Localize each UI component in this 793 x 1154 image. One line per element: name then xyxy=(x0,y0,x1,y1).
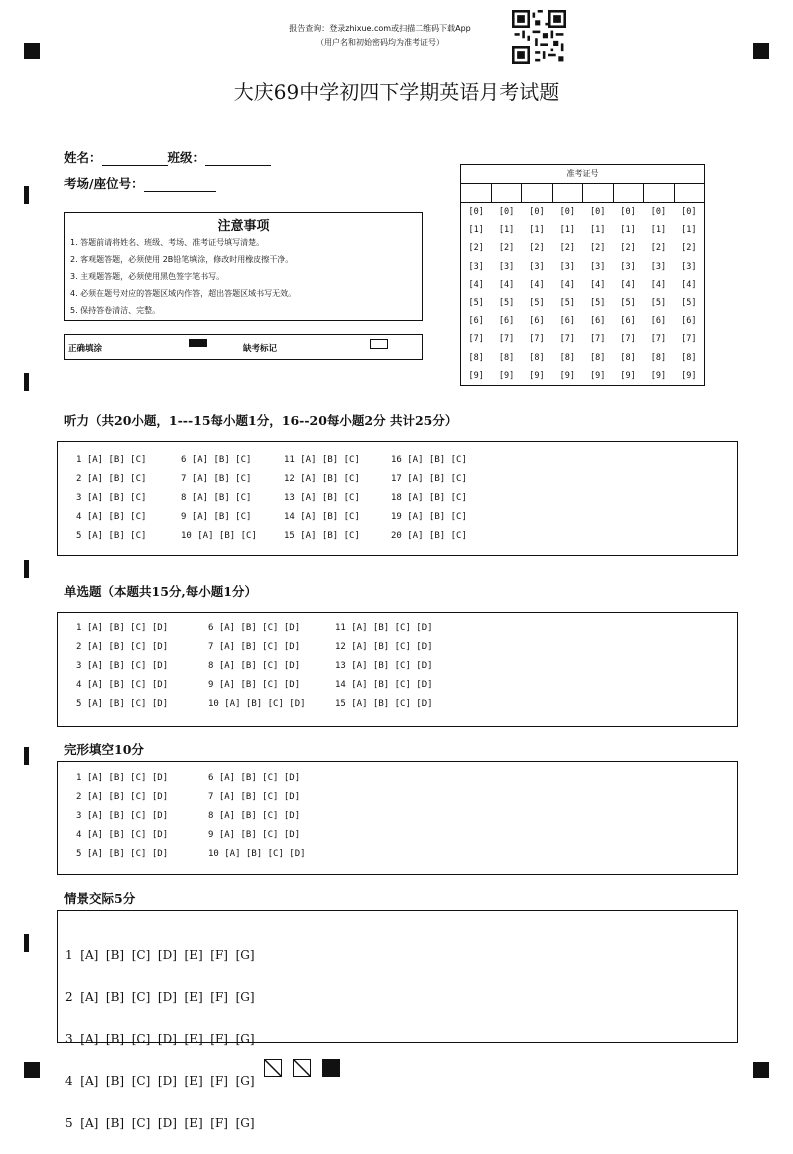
question-row[interactable]: 4 [A] [B] [C] [D] xyxy=(76,680,169,690)
id-digit-bubble[interactable]: [6] xyxy=(559,316,575,327)
question-column xyxy=(76,451,146,546)
id-digit-column xyxy=(613,207,643,389)
id-digit-bubble[interactable]: [5] xyxy=(559,297,575,308)
id-digit-bubble[interactable]: [3] xyxy=(681,261,697,272)
notice-item: 2. 客观题答题，必须使用 2B铅笔填涂，修改时用橡皮擦干净。 xyxy=(70,255,294,264)
id-digit-bubble[interactable]: [1] xyxy=(650,225,667,236)
id-digit-bubble[interactable]: [6] xyxy=(498,316,515,327)
question-row[interactable]: 12 [A] [B] [C] [D] xyxy=(335,642,433,652)
question-row[interactable]: 4 [A] [B] [C] [D] xyxy=(76,830,169,840)
question-column xyxy=(284,451,360,546)
id-digit-bubble[interactable]: [1] xyxy=(681,225,697,236)
admission-number-write-row xyxy=(461,184,704,203)
id-digit-column xyxy=(674,207,704,389)
corner-mark-top-left xyxy=(24,43,40,59)
id-digit-bubble[interactable]: [9] xyxy=(559,370,575,381)
id-digit-bubble[interactable]: [0] xyxy=(620,207,636,217)
question-row[interactable]: 10 [A] [B] [C] [D] xyxy=(208,849,306,859)
id-digit-column xyxy=(461,207,491,389)
id-digit-bubble[interactable]: [2] xyxy=(681,243,697,254)
question-row[interactable]: 10 [A] [B] [C] xyxy=(181,531,257,541)
id-digit-bubble[interactable]: [2] xyxy=(559,243,575,254)
id-digit-bubble[interactable]: [3] xyxy=(620,261,636,272)
id-digit-bubble[interactable]: [8] xyxy=(498,352,515,363)
question-row[interactable]: 9 [A] [B] [C] [D] xyxy=(208,830,301,840)
id-digit-column xyxy=(552,207,582,389)
id-digit-column xyxy=(583,207,613,389)
question-row[interactable]: 15 [A] [B] [C] xyxy=(284,531,360,541)
question-column xyxy=(76,769,168,864)
id-digit-bubble[interactable]: [8] xyxy=(620,352,636,363)
question-row[interactable]: 7 [A] [B] [C] [D] xyxy=(208,792,301,802)
question-row[interactable]: 1 [A] [B] [C] [D] [E] [F] [G] xyxy=(65,948,255,962)
question-row[interactable]: 6 [A] [B] [C] [D] xyxy=(208,773,301,783)
seat-field-row: 考场/座位号： xyxy=(64,174,216,192)
question-row[interactable]: 7 [A] [B] [C] [D] xyxy=(208,642,301,652)
correct-fill-label: 正确填涂 xyxy=(68,344,103,354)
question-column xyxy=(76,619,168,714)
question-row[interactable]: 2 [A] [B] [C] [D] [E] [F] [G] xyxy=(65,990,255,1004)
id-write-cell[interactable] xyxy=(522,184,553,202)
question-column xyxy=(208,619,306,714)
question-row[interactable]: 7 [A] [B] [C] xyxy=(181,474,252,484)
question-row[interactable]: 3 [A] [B] [C] [D] xyxy=(76,661,169,671)
id-digit-bubble[interactable]: [6] xyxy=(681,316,697,327)
question-row[interactable]: 3 [A] [B] [C] [D] xyxy=(76,811,169,821)
question-row[interactable]: 13 [A] [B] [C] [D] xyxy=(335,661,433,671)
id-digit-bubble[interactable]: [9] xyxy=(620,370,636,381)
id-digit-bubble[interactable]: [0] xyxy=(590,207,606,217)
single-choice-title: 单选题（本题共15分,每小题1分） xyxy=(64,584,257,599)
id-digit-column xyxy=(643,207,673,389)
id-digit-bubble[interactable]: [2] xyxy=(590,243,606,254)
id-digit-bubble[interactable]: [3] xyxy=(559,261,575,272)
id-digit-bubble[interactable]: [3] xyxy=(529,261,545,272)
id-digit-bubble[interactable]: [6] xyxy=(590,316,606,327)
fill-example-box xyxy=(64,334,423,360)
seat-field[interactable] xyxy=(144,178,216,192)
corner-mark-bottom-right xyxy=(753,1062,769,1078)
corner-mark-bottom-left xyxy=(24,1062,40,1078)
corner-mark-top-right xyxy=(753,43,769,59)
id-digit-bubble[interactable]: [3] xyxy=(590,261,606,272)
question-row[interactable]: 14 [A] [B] [C] [D] xyxy=(335,680,433,690)
id-write-cell[interactable] xyxy=(614,184,645,202)
question-row[interactable]: 16 [A] [B] [C] xyxy=(391,455,467,465)
question-row[interactable]: 4 [A] [B] [C] [D] [E] [F] [G] xyxy=(65,1074,255,1088)
timing-mark xyxy=(24,373,29,391)
absent-checkbox[interactable] xyxy=(370,339,388,349)
dialogue-answer-box xyxy=(57,910,738,1130)
single-choice-answer-box xyxy=(57,612,738,727)
question-row[interactable]: 6 [A] [B] [C] xyxy=(181,455,252,465)
id-digit-bubble[interactable]: [4] xyxy=(590,279,606,290)
timing-mark xyxy=(24,560,29,578)
id-digit-bubble[interactable]: [9] xyxy=(590,370,606,381)
id-digit-bubble[interactable]: [2] xyxy=(529,243,545,254)
id-digit-bubble[interactable]: [3] xyxy=(468,261,484,272)
id-digit-bubble[interactable]: [6] xyxy=(620,316,636,327)
id-digit-column xyxy=(522,207,552,389)
id-digit-bubble[interactable]: [4] xyxy=(468,279,484,290)
question-row[interactable]: 1 [A] [B] [C] xyxy=(76,455,147,465)
id-write-cell[interactable] xyxy=(644,184,675,202)
page-title: 大庆69中学初四下学期英语月考试题 xyxy=(233,80,560,104)
id-digit-bubble[interactable]: [9] xyxy=(681,370,697,381)
id-write-cell[interactable] xyxy=(492,184,523,202)
id-digit-bubble[interactable]: [2] xyxy=(650,243,667,254)
id-write-cell[interactable] xyxy=(675,184,705,202)
question-row[interactable]: 19 [A] [B] [C] xyxy=(391,512,467,522)
id-digit-bubble[interactable]: [6] xyxy=(529,316,545,327)
listening-title: 听力（共20小题，1---15每小题1分，16--20每小题2分 共计25分） xyxy=(64,413,458,428)
id-digit-column xyxy=(491,207,521,389)
id-digit-bubble[interactable]: [5] xyxy=(529,297,545,308)
question-row[interactable]: 2 [A] [B] [C] xyxy=(76,474,147,484)
id-digit-bubble[interactable]: [7] xyxy=(559,334,575,345)
id-digit-bubble[interactable]: [2] xyxy=(498,243,515,254)
id-digit-bubble[interactable]: [1] xyxy=(590,225,606,236)
id-digit-bubble[interactable]: [4] xyxy=(681,279,697,290)
id-digit-bubble[interactable]: [8] xyxy=(650,352,667,363)
notice-title: 注意事项 xyxy=(217,219,270,234)
name-field[interactable] xyxy=(102,152,168,166)
question-row[interactable]: 4 [A] [B] [C] xyxy=(76,512,147,522)
id-digit-bubble[interactable]: [4] xyxy=(650,279,667,290)
id-digit-bubble[interactable]: [0] xyxy=(468,207,484,217)
id-digit-bubble[interactable]: [2] xyxy=(620,243,636,254)
id-digit-bubble[interactable]: [9] xyxy=(650,370,667,381)
id-digit-bubble[interactable]: [7] xyxy=(498,334,515,345)
timing-mark xyxy=(24,747,29,765)
id-digit-bubble[interactable]: [8] xyxy=(468,352,484,363)
question-row[interactable]: 3 [A] [B] [C] [D] [E] [F] [G] xyxy=(65,1032,255,1046)
id-digit-bubble[interactable]: [5] xyxy=(468,297,484,308)
question-row[interactable]: 5 [A] [B] [C] [D] xyxy=(76,849,169,859)
question-row[interactable]: 8 [A] [B] [C] [D] xyxy=(208,661,301,671)
id-digit-bubble[interactable]: [2] xyxy=(468,243,484,254)
question-row[interactable]: 18 [A] [B] [C] xyxy=(391,493,467,503)
id-digit-bubble[interactable]: [4] xyxy=(529,279,545,290)
question-row[interactable]: 2 [A] [B] [C] [D] xyxy=(76,792,169,802)
id-digit-bubble[interactable]: [7] xyxy=(620,334,636,345)
timing-mark xyxy=(24,186,29,204)
id-digit-bubble[interactable]: [5] xyxy=(650,297,667,308)
id-write-cell[interactable] xyxy=(461,184,492,202)
cloze-answer-box xyxy=(57,761,738,875)
filled-sample-icon xyxy=(189,339,207,347)
question-row[interactable]: 9 [A] [B] [C] xyxy=(181,512,252,522)
question-row[interactable]: 14 [A] [B] [C] xyxy=(284,512,360,522)
cloze-title: 完形填空10分 xyxy=(64,742,144,757)
id-digit-bubble[interactable]: [7] xyxy=(468,334,484,345)
question-row[interactable]: 9 [A] [B] [C] [D] xyxy=(208,680,301,690)
id-digit-bubble[interactable]: [7] xyxy=(529,334,545,345)
notice-item: 5. 保持答卷清洁、完整。 xyxy=(70,306,161,315)
question-row[interactable]: 2 [A] [B] [C] [D] xyxy=(76,642,169,652)
id-digit-bubble[interactable]: [0] xyxy=(681,207,697,217)
question-row[interactable]: 17 [A] [B] [C] xyxy=(391,474,467,484)
notice-item: 4. 必须在题号对应的答题区域内作答，超出答题区域书写无效。 xyxy=(70,289,297,298)
id-digit-bubble[interactable]: [5] xyxy=(681,297,697,308)
question-row[interactable]: 11 [A] [B] [C] xyxy=(284,455,360,465)
id-digit-bubble[interactable]: [0] xyxy=(498,207,515,217)
listening-answer-box xyxy=(57,441,738,556)
question-row[interactable]: 6 [A] [B] [C] [D] xyxy=(208,623,301,633)
id-digit-bubble[interactable]: [0] xyxy=(529,207,545,217)
id-digit-bubble[interactable]: [8] xyxy=(681,352,697,363)
question-row[interactable]: 20 [A] [B] [C] xyxy=(391,531,467,541)
id-digit-bubble[interactable]: [4] xyxy=(559,279,575,290)
id-write-cell[interactable] xyxy=(553,184,584,202)
id-digit-bubble[interactable]: [8] xyxy=(590,352,606,363)
report-note: 报告查询：登录zhixue.com或扫描二维码下载App （用户名和初始密码均为准考证号） xyxy=(289,24,471,47)
absent-mark-label: 缺考标记 xyxy=(243,344,278,354)
question-row[interactable]: 3 [A] [B] [C] xyxy=(76,493,147,503)
id-digit-bubble[interactable]: [3] xyxy=(650,261,667,272)
question-row[interactable]: 13 [A] [B] [C] xyxy=(284,493,360,503)
id-digit-bubble[interactable]: [6] xyxy=(468,316,484,327)
qr-code-icon xyxy=(512,10,566,64)
admission-number-table xyxy=(460,164,705,386)
question-row[interactable]: 1 [A] [B] [C] [D] xyxy=(76,773,169,783)
question-row[interactable]: 1 [A] [B] [C] [D] xyxy=(76,623,169,633)
id-digit-bubble[interactable]: [3] xyxy=(498,261,515,272)
question-row[interactable]: 5 [A] [B] [C] [D] [E] [F] [G] xyxy=(65,1116,255,1130)
page-code-slash-icon xyxy=(264,1059,282,1077)
question-column xyxy=(181,451,257,546)
question-row[interactable]: 12 [A] [B] [C] xyxy=(284,474,360,484)
question-column xyxy=(391,451,467,546)
notice-item: 1. 答题前请将姓名、班级、考场、准考证号填写清楚。 xyxy=(70,238,265,247)
question-row[interactable]: 11 [A] [B] [C] [D] xyxy=(335,623,433,633)
question-column xyxy=(208,769,306,864)
dialogue-title: 情景交际5分 xyxy=(64,891,136,906)
id-digit-bubble[interactable]: [6] xyxy=(650,316,667,327)
question-row[interactable]: 8 [A] [B] [C] xyxy=(181,493,252,503)
notice-item: 3. 主观题答题，必须使用黑色签字笔书写。 xyxy=(70,272,225,281)
admission-number-bubbles xyxy=(461,203,704,389)
id-digit-bubble[interactable]: [1] xyxy=(498,225,515,236)
admission-number-title: 准考证号 xyxy=(461,165,704,184)
id-digit-bubble[interactable]: [1] xyxy=(468,225,484,236)
class-field[interactable] xyxy=(205,152,271,166)
notice-box xyxy=(64,212,423,321)
id-write-cell[interactable] xyxy=(583,184,614,202)
question-row[interactable]: 10 [A] [B] [C] [D] xyxy=(208,699,306,709)
id-digit-bubble[interactable]: [9] xyxy=(498,370,515,381)
id-digit-bubble[interactable]: [1] xyxy=(559,225,575,236)
id-digit-bubble[interactable]: [1] xyxy=(529,225,545,236)
page-code-slash-icon xyxy=(293,1059,311,1077)
id-digit-bubble[interactable]: [7] xyxy=(650,334,667,345)
question-row[interactable]: 8 [A] [B] [C] [D] xyxy=(208,811,301,821)
dialogue-grid xyxy=(65,924,255,1154)
id-digit-bubble[interactable]: [8] xyxy=(559,352,575,363)
id-digit-bubble[interactable]: [5] xyxy=(498,297,515,308)
id-digit-bubble[interactable]: [7] xyxy=(681,334,697,345)
id-digit-bubble[interactable]: [7] xyxy=(590,334,606,345)
id-digit-bubble[interactable]: [5] xyxy=(620,297,636,308)
id-digit-bubble[interactable]: [1] xyxy=(620,225,636,236)
question-row[interactable]: 5 [A] [B] [C] [D] xyxy=(76,699,169,709)
id-digit-bubble[interactable]: [5] xyxy=(590,297,606,308)
id-digit-bubble[interactable]: [4] xyxy=(620,279,636,290)
id-digit-bubble[interactable]: [8] xyxy=(529,352,545,363)
id-digit-bubble[interactable]: [9] xyxy=(468,370,484,381)
id-digit-bubble[interactable]: [0] xyxy=(650,207,667,217)
question-row[interactable]: 5 [A] [B] [C] xyxy=(76,531,147,541)
name-class-fields: 姓名： 班级： xyxy=(64,148,271,166)
question-row[interactable]: 15 [A] [B] [C] [D] xyxy=(335,699,433,709)
page-code-filled-icon xyxy=(322,1059,340,1077)
id-digit-bubble[interactable]: [0] xyxy=(559,207,575,217)
id-digit-bubble[interactable]: [4] xyxy=(498,279,515,290)
timing-mark xyxy=(24,934,29,952)
id-digit-bubble[interactable]: [9] xyxy=(529,370,545,381)
question-column xyxy=(335,619,433,714)
